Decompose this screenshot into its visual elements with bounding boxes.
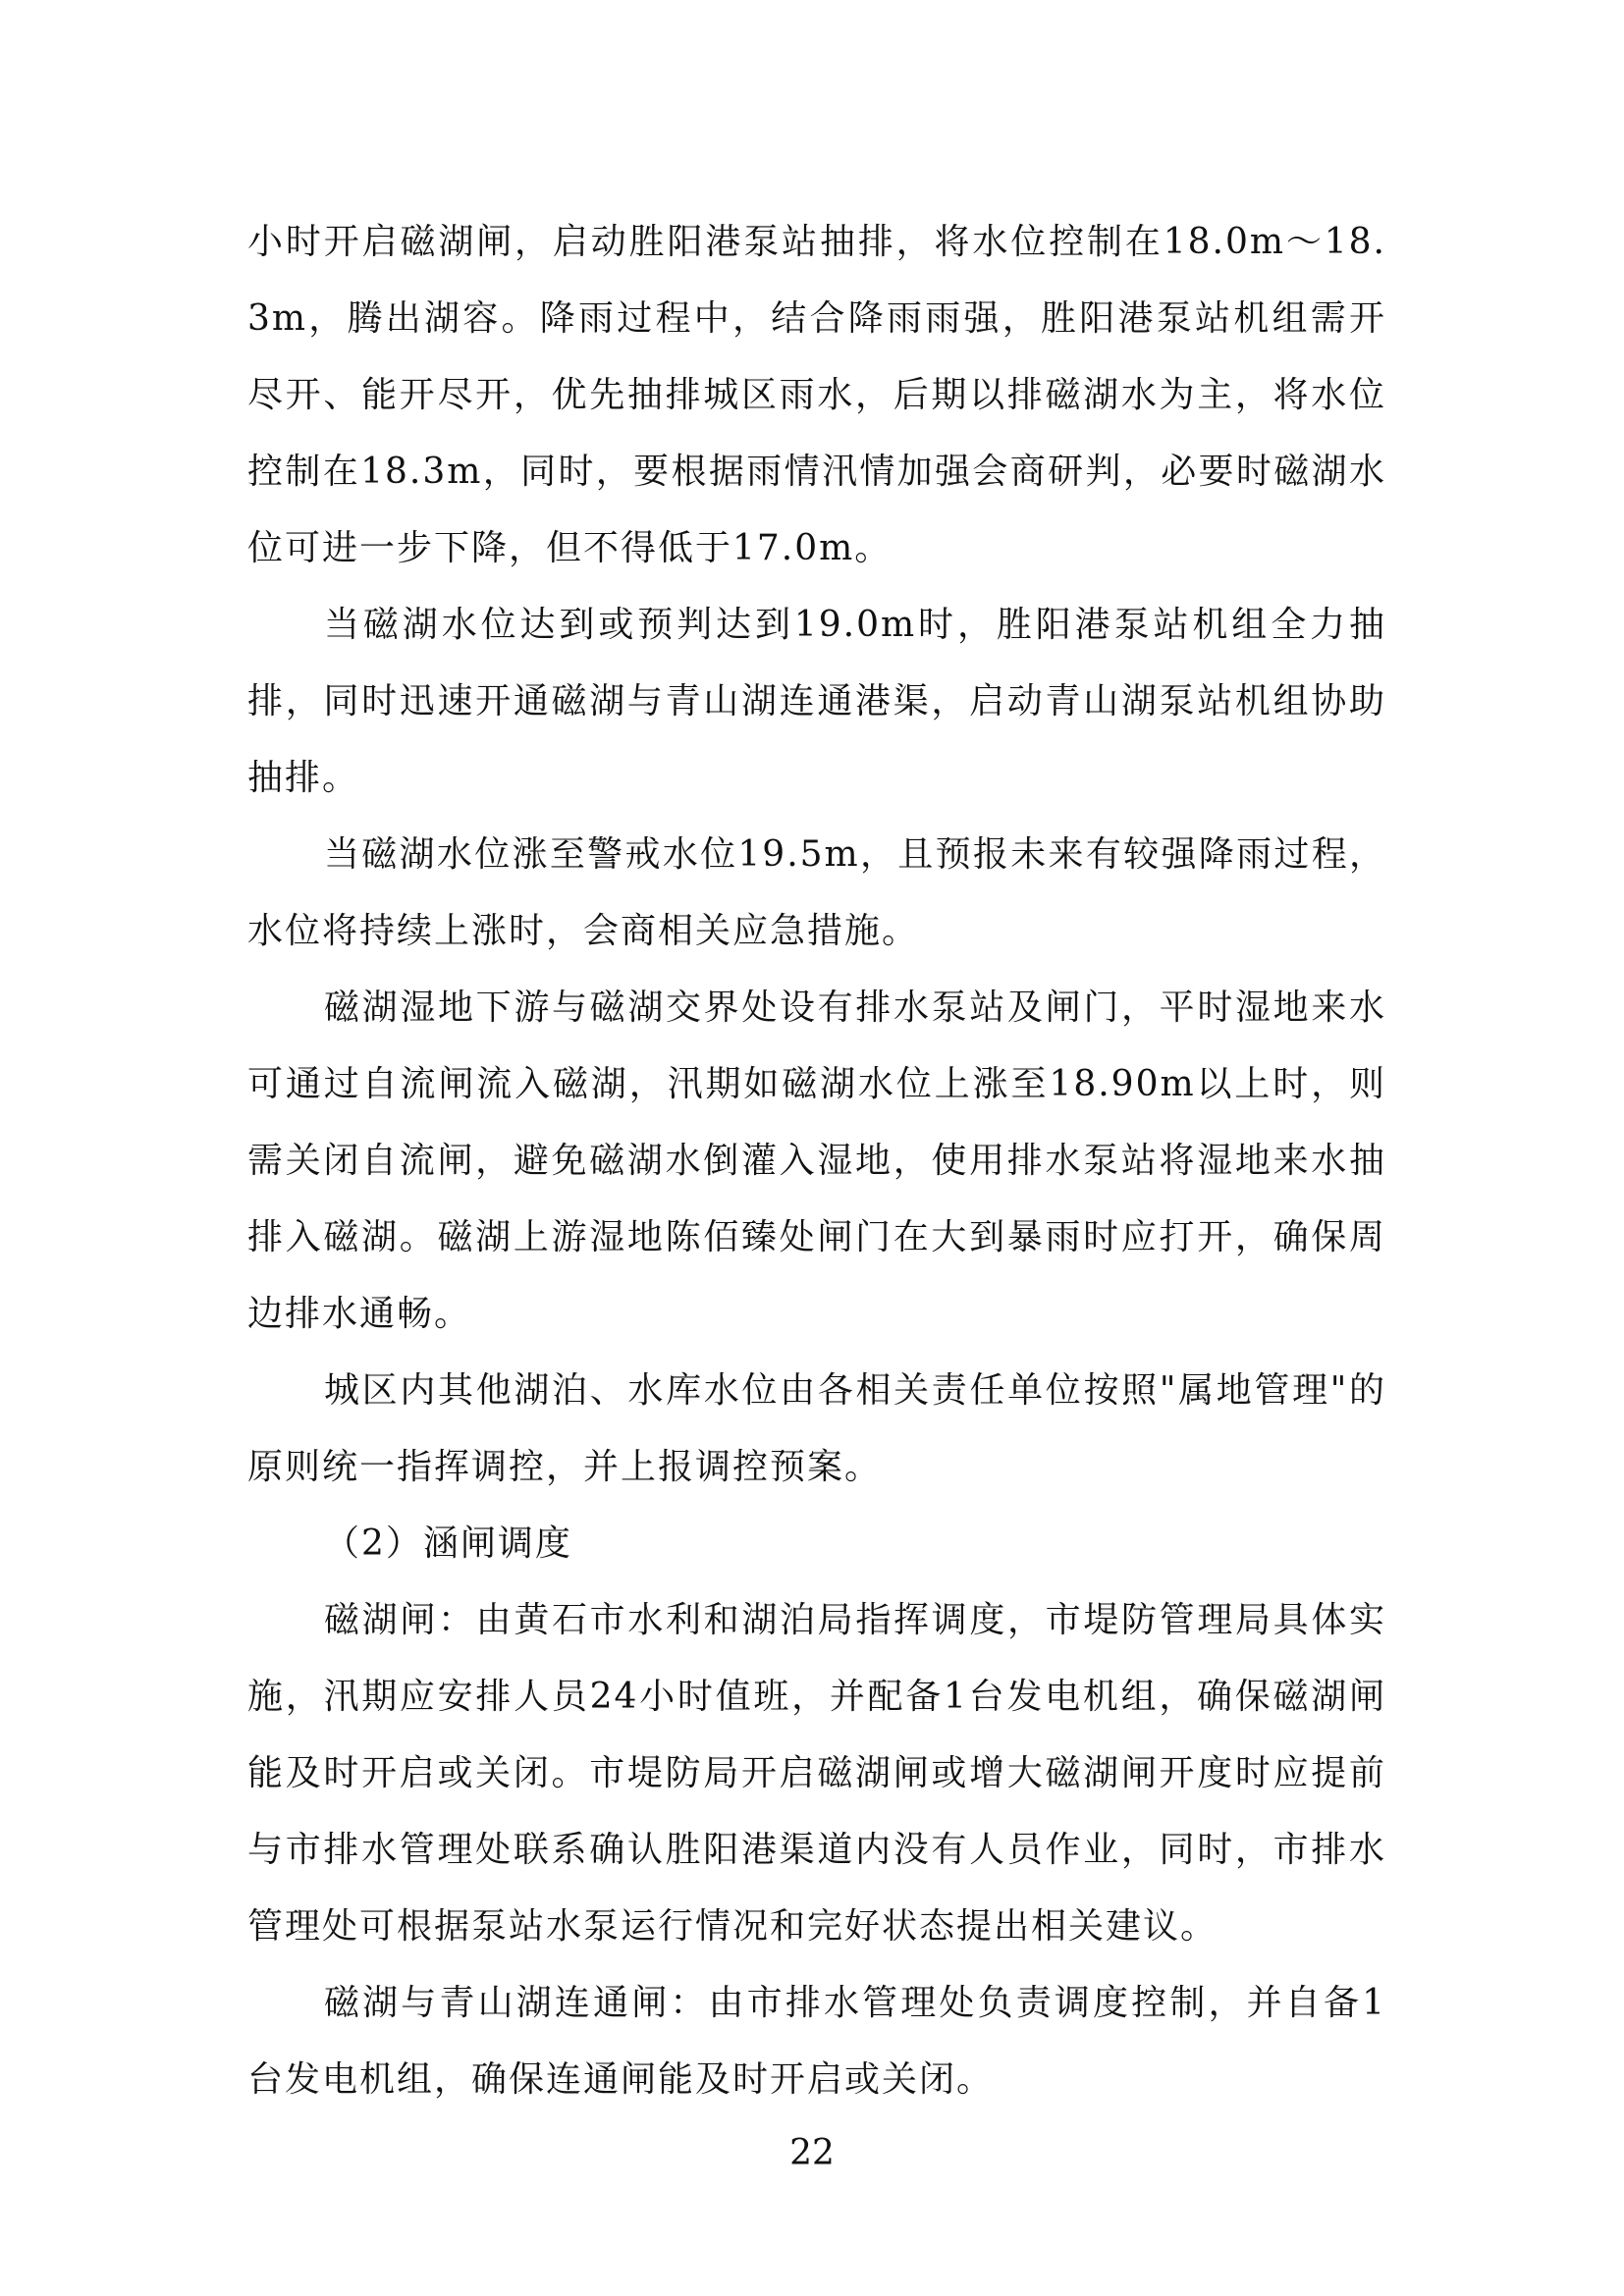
paragraph-6: 磁湖闸：由黄石市水利和湖泊局指挥调度，市堤防管理局具体实施，汛期应安排人员24小时值班，并配备1台发电机组，确保磁湖闸能及时开启或关闭。市堤防局开启磁湖闸或增大磁湖闸开度时应提前与市排水管理处联系确认胜阳港渠道内没有人员作业，同时，市排水管理处可根据泵站水泵运行情况和完好状态提出相关建议。 — [247, 1600, 1386, 1947]
section-subheading: （2）涵闸调度 — [324, 1523, 572, 1564]
page-number: 22 — [789, 2133, 835, 2173]
paragraph-7: 磁湖与青山湖连通闸：由市排水管理处负责调度控制，并自备1台发电机组，确保连通闸能及时开启或关闭。 — [247, 1983, 1386, 2100]
paragraph-2: 当磁湖水位达到或预判达到19.0m时，胜阳港泵站机组全力抽排，同时迅速开通磁湖与青山湖连通港渠，启动青山湖泵站机组协助抽排。 — [247, 605, 1386, 798]
paragraph-5: 城区内其他湖泊、水库水位由各相关责任单位按照"属地管理"的原则统一指挥调控，并上报调控预案。 — [247, 1370, 1386, 1487]
paragraph-4: 磁湖湿地下游与磁湖交界处设有排水泵站及闸门，平时湿地来水可通过自流闸流入磁湖，汛期如磁湖水位上涨至18.90m以上时，则需关闭自流闸，避免磁湖水倒灌入湿地，使用排水泵站将湿地来水抽排入磁湖。磁湖上游湿地陈佰臻处闸门在大到暴雨时应打开，确保周边排水通畅。 — [247, 988, 1386, 1334]
document-body — [247, 204, 1386, 2118]
paragraph-1: 小时开启磁湖闸，启动胜阳港泵站抽排，将水位控制在18.0m～18.3m，腾出湖容。降雨过程中，结合降雨雨强，胜阳港泵站机组需开尽开、能开尽开，优先抽排城区雨水，后期以排磁湖水为主，将水位控制在18.3m，同时，要根据雨情汛情加强会商研判，必要时磁湖水位可进一步下降，但不得低于17.0m。 — [247, 222, 1386, 568]
paragraph-3: 当磁湖水位涨至警戒水位19.5m，且预报未来有较强降雨过程，水位将持续上涨时，会商相关应急措施。 — [247, 834, 1386, 951]
